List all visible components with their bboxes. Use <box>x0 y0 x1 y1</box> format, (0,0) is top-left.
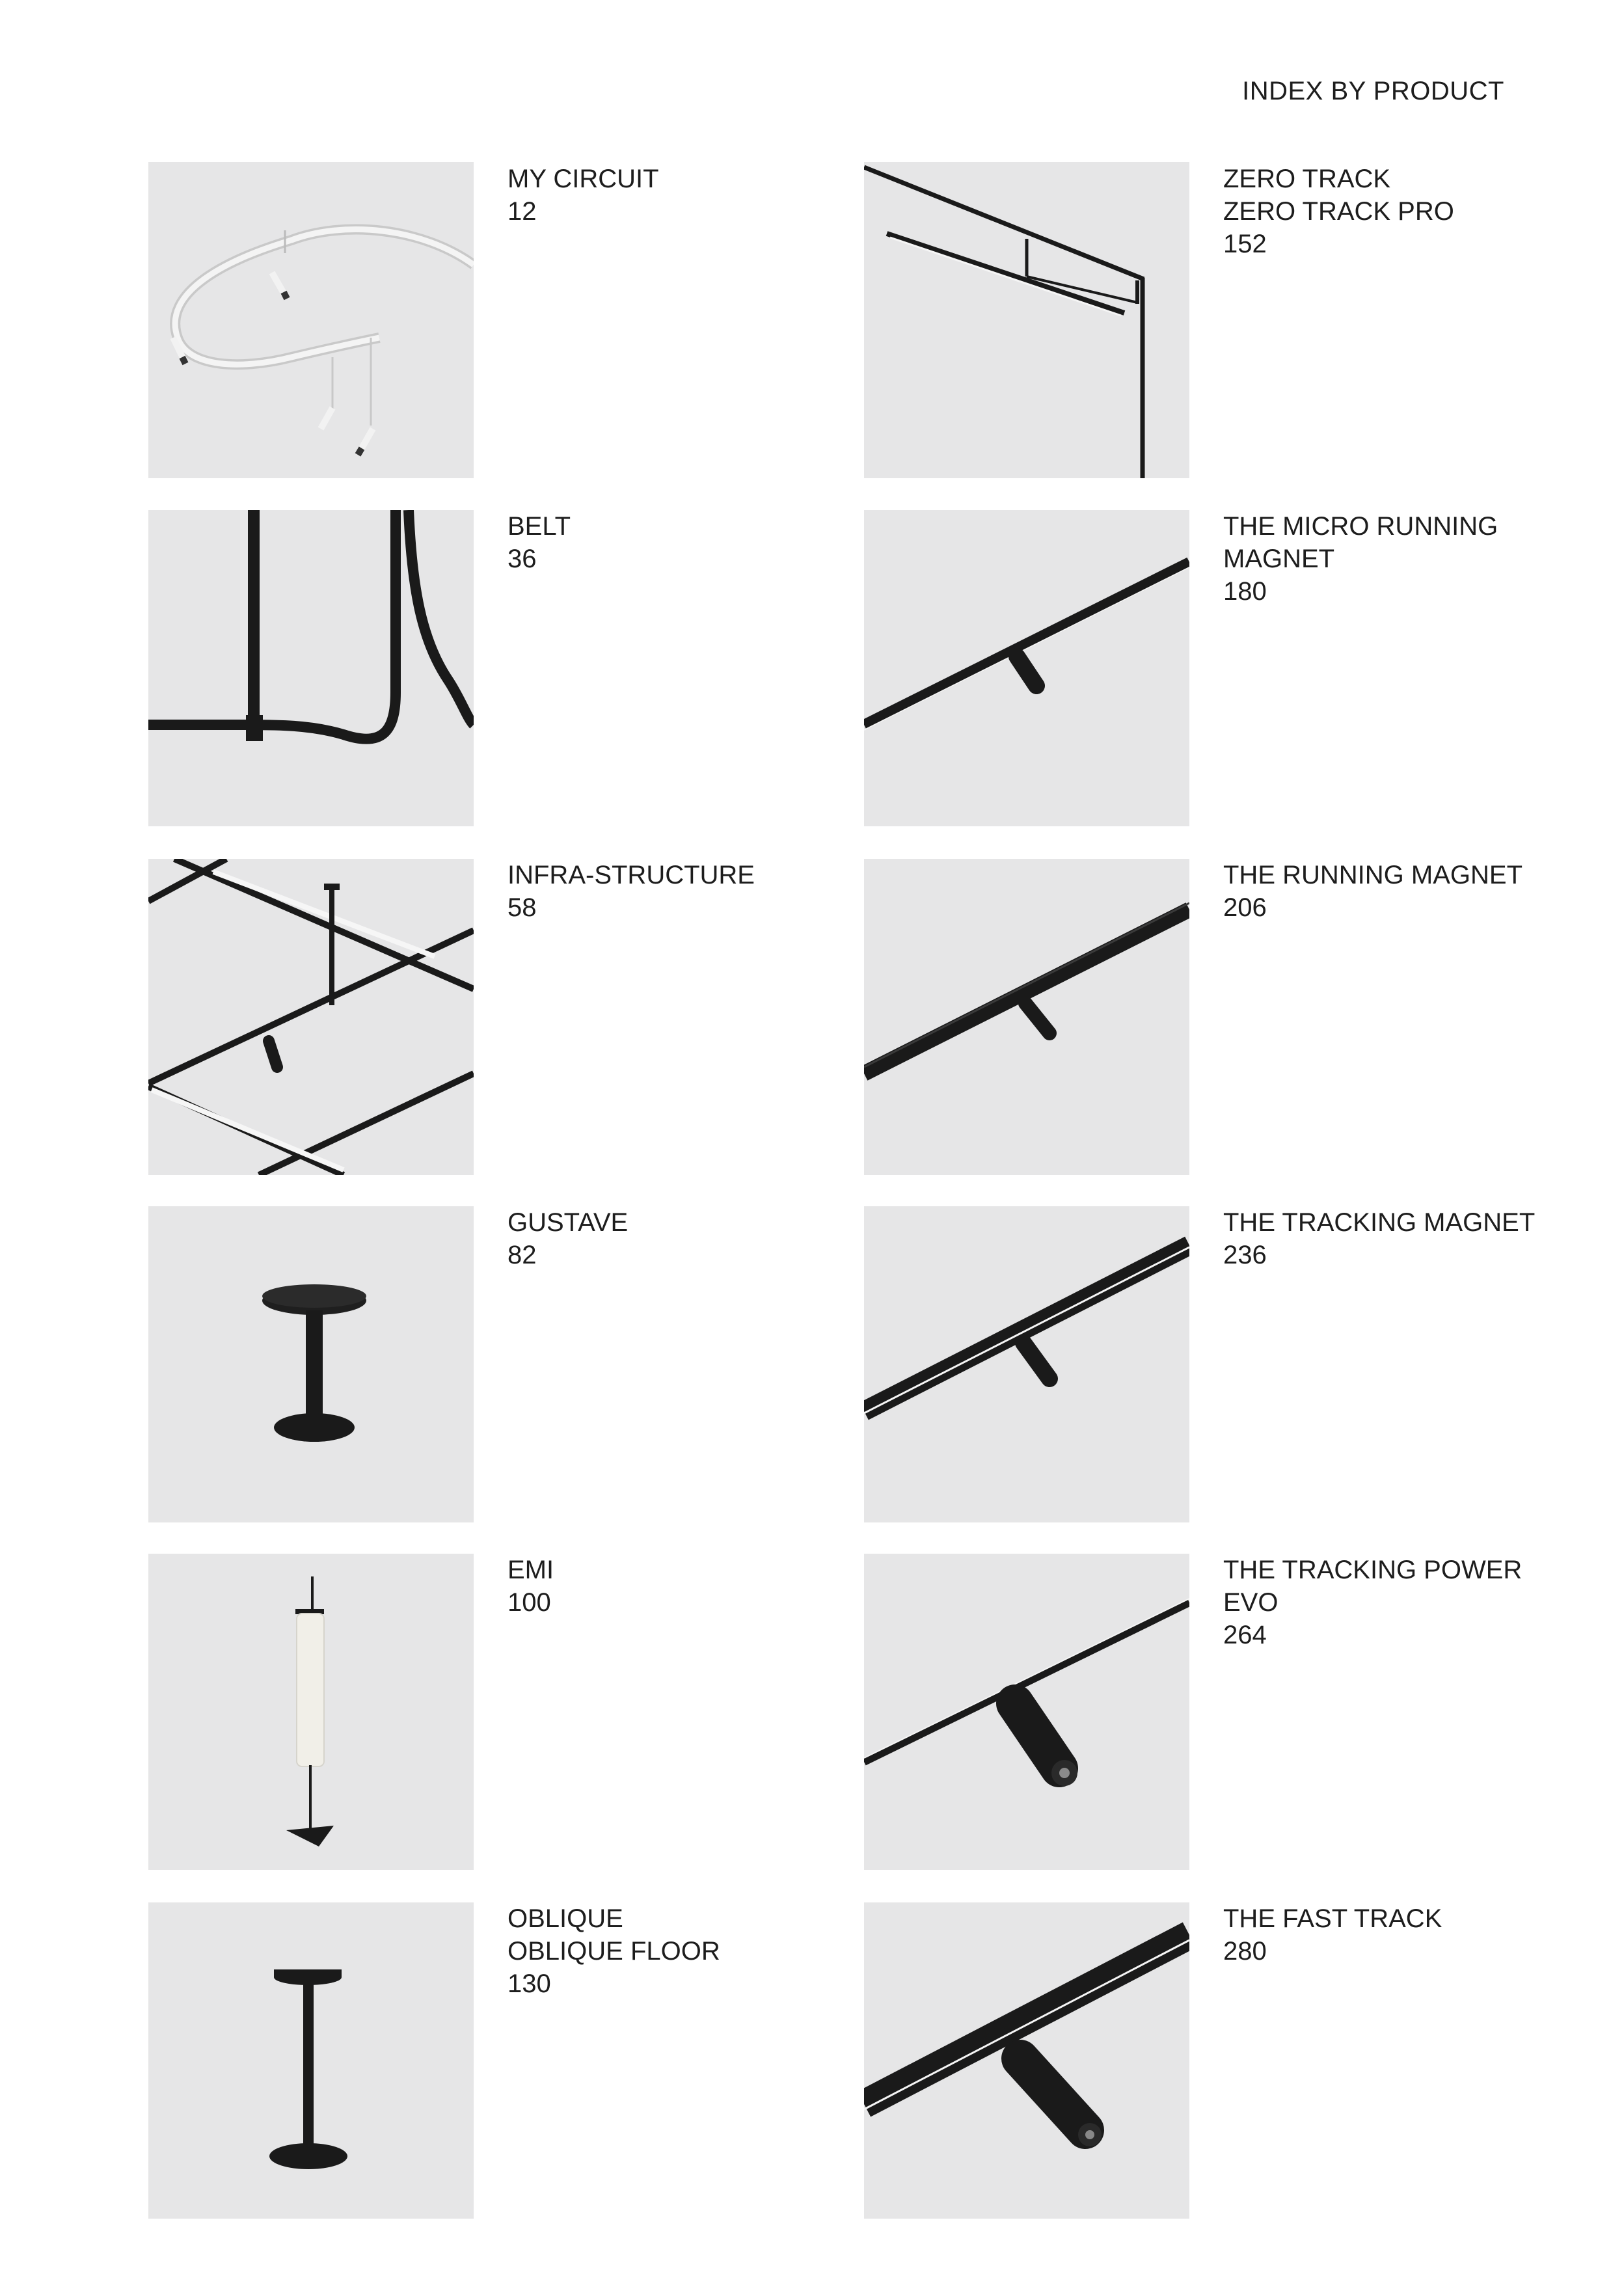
oblique-lamp-icon <box>148 1902 474 2219</box>
product-page-number[interactable]: 36 <box>508 545 537 573</box>
product-label <box>1223 1554 1522 1651</box>
tracking-power-evo-icon <box>864 1554 1189 1870</box>
product-image-emi[interactable] <box>148 1554 474 1870</box>
product-image-gustave[interactable] <box>148 1206 474 1522</box>
product-label <box>508 1554 554 1619</box>
product-name: MAGNET <box>1223 545 1335 573</box>
product-name: OBLIQUE FLOOR <box>508 1937 720 1966</box>
product-page-number[interactable]: 236 <box>1223 1241 1267 1269</box>
product-name: THE RUNNING MAGNET <box>1223 861 1522 889</box>
product-name: THE TRACKING MAGNET <box>1223 1208 1536 1237</box>
belt-icon <box>148 510 474 826</box>
running-magnet-icon <box>864 859 1189 1175</box>
product-page-number[interactable]: 264 <box>1223 1621 1267 1649</box>
product-label <box>1223 859 1522 924</box>
zero-track-icon <box>864 162 1189 478</box>
product-page-number[interactable]: 100 <box>508 1588 551 1617</box>
product-name: ZERO TRACK <box>1223 165 1391 193</box>
product-page-number[interactable]: 180 <box>1223 577 1267 606</box>
product-name: EMI <box>508 1556 554 1584</box>
product-image-running-magnet[interactable] <box>864 859 1189 1175</box>
product-page-number[interactable]: 58 <box>508 893 537 922</box>
product-name: EVO <box>1223 1588 1279 1617</box>
product-image-tracking-magnet[interactable] <box>864 1206 1189 1522</box>
product-label <box>508 163 659 228</box>
product-page-number[interactable]: 206 <box>1223 893 1267 922</box>
product-image-infra-structure[interactable] <box>148 859 474 1175</box>
gustave-lamp-icon <box>148 1206 474 1522</box>
page-title: INDEX BY PRODUCT <box>1242 77 1504 105</box>
fast-track-icon <box>864 1902 1189 2219</box>
product-name: ZERO TRACK PRO <box>1223 197 1454 226</box>
product-name: GUSTAVE <box>508 1208 629 1237</box>
product-image-oblique[interactable] <box>148 1902 474 2219</box>
emi-lamp-icon <box>148 1554 474 1870</box>
product-name: THE FAST TRACK <box>1223 1904 1442 1933</box>
product-label <box>508 859 755 924</box>
circuit-track-icon <box>148 162 474 478</box>
infra-structure-icon <box>148 859 474 1175</box>
product-image-tracking-power-evo[interactable] <box>864 1554 1189 1870</box>
product-label <box>1223 163 1454 260</box>
product-name: THE MICRO RUNNING <box>1223 512 1498 541</box>
product-image-zero-track[interactable] <box>864 162 1189 478</box>
product-image-belt[interactable] <box>148 510 474 826</box>
product-name: INFRA-STRUCTURE <box>508 861 755 889</box>
product-image-micro-running-magnet[interactable] <box>864 510 1189 826</box>
product-label <box>1223 1902 1442 1967</box>
product-page-number[interactable]: 280 <box>1223 1937 1267 1966</box>
product-page-number[interactable]: 82 <box>508 1241 537 1269</box>
product-page-number[interactable]: 152 <box>1223 230 1267 258</box>
product-image-fast-track[interactable] <box>864 1902 1189 2219</box>
tracking-magnet-icon <box>864 1206 1189 1522</box>
product-label <box>508 1206 628 1271</box>
product-label <box>508 510 571 575</box>
product-label <box>1223 510 1498 608</box>
product-page-number[interactable]: 130 <box>508 1969 551 1998</box>
product-name: OBLIQUE <box>508 1904 623 1933</box>
product-label <box>508 1902 720 2000</box>
product-name: MY CIRCUIT <box>508 165 659 193</box>
product-label <box>1223 1206 1535 1271</box>
product-name: BELT <box>508 512 571 541</box>
product-name: THE TRACKING POWER <box>1223 1556 1522 1584</box>
product-image-my-circuit[interactable] <box>148 162 474 478</box>
micro-running-magnet-icon <box>864 510 1189 826</box>
product-page-number[interactable]: 12 <box>508 197 537 226</box>
